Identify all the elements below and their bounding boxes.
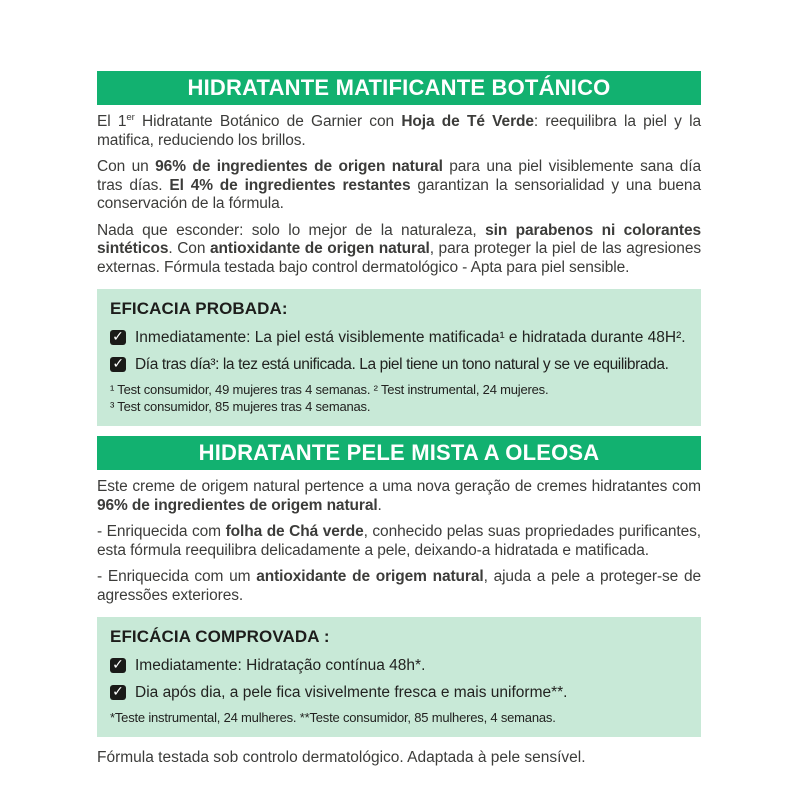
efficacy-item-text: Imediatamente: Hidratação contínua 48h*.: [135, 657, 426, 674]
footnote: *Teste instrumental, 24 mulheres. **Teste consumidor, 85 mulheres, 4 semanas.: [110, 710, 556, 725]
checkmark-icon: ✓: [110, 357, 126, 372]
efficacy-item-text: Dia após dia, a pele fica visivelmente fresca e mais uniforme**.: [135, 684, 568, 701]
paragraph-intro-es: El 1er Hidratante Botánico de Garnier con Hoja de Té Verde: reequilibra la piel y la matifica, reduciendo los brillos.: [97, 111, 701, 149]
paragraph-enriched-tea-pt: - Enriquecida com folha de Chá verde, conhecido pelas suas propriedades purificantes, esta fórmula reequilibra delicadamente a pele, deixando-a hidratada e matificada.: [97, 523, 701, 559]
section-title-spanish: HIDRATANTE MATIFICANTE BOTÁNICO: [187, 75, 611, 100]
efficacy-title-es: EFICACIA PROBADA:: [110, 299, 288, 318]
efficacy-box-pt: [97, 617, 701, 737]
section-header-portuguese: [97, 436, 701, 470]
footnote: ¹ Test consumidor, 49 mujeres tras 4 semanas. ² Test instrumental, 24 mujeres.: [110, 382, 549, 397]
efficacy-title-pt: EFICÁCIA COMPROVADA :: [110, 627, 330, 646]
efficacy-item: [110, 355, 688, 374]
efficacy-box-es: [97, 289, 701, 426]
efficacy-item-text: Día tras día³: la tez está unificada. La piel tiene un tono natural y se ve equilibrada.: [135, 356, 669, 373]
closing-statement-pt: Fórmula testada sob controlo dermatológico. Adaptada à pele sensível.: [97, 749, 586, 766]
footnote: ³ Test consumidor, 85 mujeres tras 4 semanas.: [110, 399, 371, 414]
efficacy-item-text: Inmediatamente: La piel está visiblemente matificada¹ e hidratada durante 48H².: [135, 329, 686, 346]
paragraph-enriched-antioxidant-pt: - Enriquecida com um antioxidante de origem natural, ajuda a pele a proteger-se de agressões exteriores.: [97, 568, 702, 604]
paragraph-intro-pt: Este creme de origem natural pertence a uma nova geração de cremes hidratantes com 96% de ingredientes de origem natural.: [97, 478, 701, 514]
section-header-spanish: [97, 71, 701, 105]
paragraph-natural-ingredients-es: Con un 96% de ingredientes de origen natural para una piel visiblemente sana día tras días. El 4% de ingredientes restantes garantizan la sensorialidad y una buena conservación de la fórmula.: [97, 158, 702, 212]
section-title-portuguese: HIDRATANTE PELE MISTA A OLEOSA: [198, 440, 600, 465]
checkmark-icon: ✓: [110, 658, 126, 673]
efficacy-item: [110, 328, 688, 347]
checkmark-icon: ✓: [110, 330, 126, 345]
efficacy-item: [110, 683, 688, 702]
section-portuguese: [97, 436, 701, 767]
paragraph-nothing-to-hide-es: Nada que esconder: solo lo mejor de la naturaleza, sin parabenos ni colorantes sintéticos. Con antioxidante de origen natural, para proteger la piel de las agresiones externas. Fórmula testada bajo control dermatológico - Apta para piel sensible.: [97, 221, 701, 276]
checkmark-icon: ✓: [110, 685, 126, 700]
section-spanish: [97, 71, 701, 426]
efficacy-item: [110, 656, 688, 675]
